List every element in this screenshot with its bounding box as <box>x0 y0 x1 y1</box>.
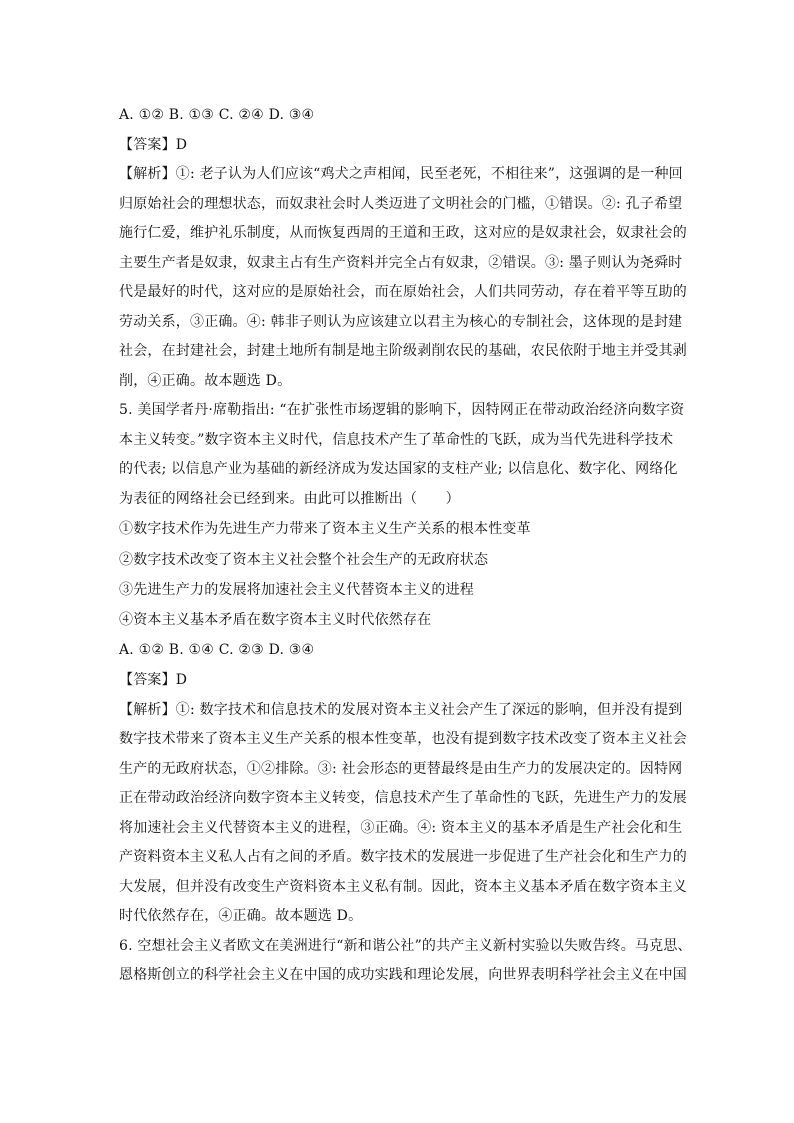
q5-statement: ③先进生产力的发展将加速社会主义代替资本主义的进程 <box>119 581 474 598</box>
q5-options: A. ①② B. ①④ C. ②③ D. ③④ <box>119 642 315 659</box>
q5-statements <box>119 514 679 635</box>
q5-analysis-line: 时代依然存在，④正确。故本题选 D。 <box>119 908 363 925</box>
q5-analysis <box>119 696 687 932</box>
q5-analysis-line: 【解析】①: 数字技术和信息技术的发展对资本主义社会产生了深远的影响，但并没有提到 <box>119 701 683 718</box>
q4-analysis-line: 劳动关系，③正确。④: 韩非子则认为应该建立以君主为核心的专制社会，这体现的是封建 <box>119 313 683 330</box>
q5-analysis-line: 正在带动政治经济向数字资本主义转变，信息技术产生了革命性的飞跃，先进生产力的发展 <box>119 790 687 807</box>
q4-analysis-line: 社会，在封建社会，封建土地所有制是地主阶级剥削农民的基础，农民依附于地主并受其剥 <box>119 343 687 360</box>
q5-stem-line: 为表征的网络社会已经到来。由此可以推断出（ ） <box>119 490 460 507</box>
page-content <box>119 100 692 991</box>
q4-analysis-line: 主要生产者是奴隶，奴隶主占有生产资料并完全占有奴隶，②错误。③: 墨子则认为尧舜时 <box>119 254 683 271</box>
q6-stem-line: 恩格斯创立的科学社会主义在中国的成功实践和理论发展，向世界表明科学社会主义在中国 <box>119 967 687 984</box>
q4-analysis <box>119 160 687 396</box>
q5-statement: ④资本主义基本矛盾在数字资本主义时代依然存在 <box>119 612 432 629</box>
q6-stem-line: 6. 空想社会主义者欧文在美洲进行“新和谐公社”的共产主义新村实验以失败告终。马克思、 <box>119 937 692 954</box>
q4-analysis-line: 【解析】①: 老子认为人们应该“鸡犬之声相闻，民至老死，不相往来”，这强调的是一种回 <box>119 166 683 183</box>
q5-analysis-line: 大发展，但并没有改变生产资料资本主义私有制。因此，资本主义基本矛盾在数字资本主义 <box>119 878 687 895</box>
q5-stem-line: 的代表; 以信息产业为基础的新经济成为发达国家的支柱产业; 以信息化、数字化、网络化 <box>119 461 678 478</box>
q4-options: A. ①② B. ①③ C. ②④ D. ③④ <box>119 107 315 123</box>
q5-answer: 【答案】D <box>119 672 188 689</box>
q6-stem <box>119 932 692 991</box>
q4-analysis-line: 代是最好的时代，这对应的是原始社会，而在原始社会，人们共同劳动，存在着平等互助的 <box>119 284 687 301</box>
q5-statement: ②数字技术改变了资本主义社会整个社会生产的无政府状态 <box>119 551 489 568</box>
q5-stem <box>119 396 685 514</box>
q4-answer: 【答案】D <box>119 137 188 154</box>
q5-stem-line: 本主义转变。”数字资本主义时代，信息技术产生了革命性的飞跃，成为当代先进科学技术 <box>119 431 674 448</box>
q4-analysis-line: 削，④正确。故本题选 D。 <box>119 372 292 389</box>
q5-analysis-line: 将加速社会主义代替资本主义的进程，③正确。④: 资本主义的基本矛盾是生产社会化和生 <box>119 819 683 836</box>
q5-statement: ①数字技术作为先进生产力带来了资本主义生产关系的根本性变革 <box>119 521 531 538</box>
q5-analysis-line: 数字技术带来了资本主义生产关系的根本性变革，也没有提到数字技术改变了资本主义社会 <box>119 731 687 748</box>
q5-analysis-line: 产资料资本主义私人占有之间的矛盾。数字技术的发展进一步促进了生产社会化和生产力的 <box>119 849 687 866</box>
q4-analysis-line: 施行仁爱，维护礼乐制度，从而恢复西周的王道和王政，这对应的是奴隶社会，奴隶社会的 <box>119 225 687 242</box>
q5-stem-line: 5. 美国学者丹·席勒指出: “在扩张性市场逻辑的影响下，因特网正在带动政治经济向数字资 <box>119 402 685 419</box>
q4-analysis-line: 归原始社会的理想状态，而奴隶社会时人类迈进了文明社会的门槛，①错误。②: 孔子希望 <box>119 195 683 212</box>
q5-analysis-line: 生产的无政府状态，①②排除。③: 社会形态的更替最终是由生产力的发展决定的。因特网 <box>119 760 683 777</box>
